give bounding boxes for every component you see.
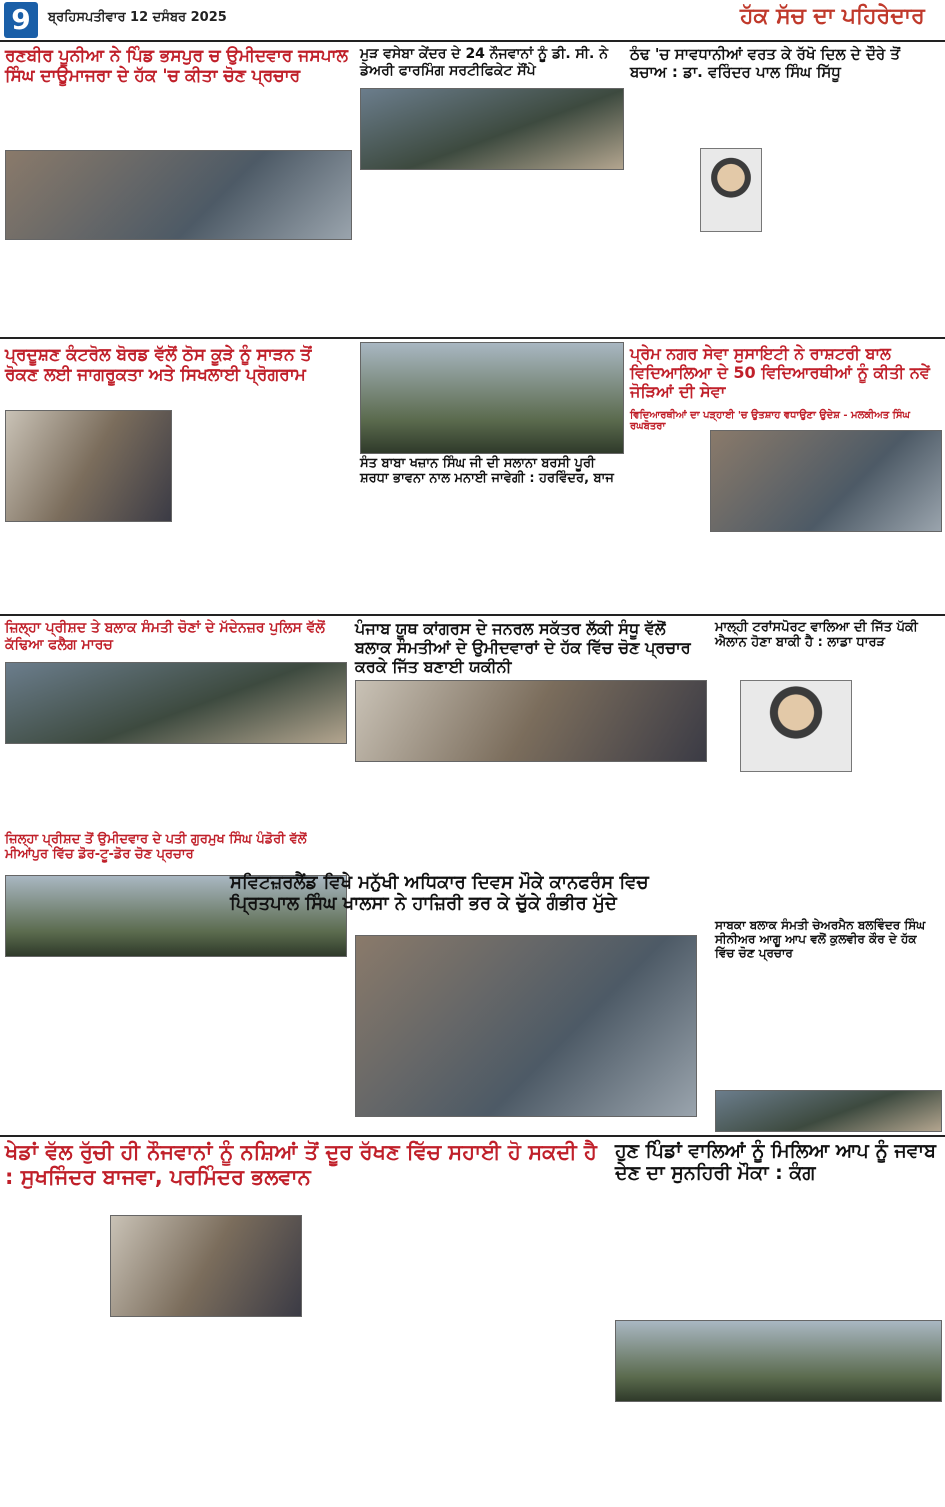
divider: [0, 337, 945, 339]
story-5-headline: ਸੰਤ ਬਾਬਾ ਖਜ਼ਾਨ ਸਿੰਘ ਜੀ ਦੀ ਸਲਾਨਾ ਬਰਸੀ ਪੂਰੀ ਸ਼ਰਧਾ ਭਾਵਨਾ ਨਾਲ ਮਨਾਈ ਜਾਵੇਗੀ : ਹਰਵਿੰਦਰ, ਬਾਜ: [360, 456, 614, 487]
story-6-headline: ਪ੍ਰੇਮ ਨਗਰ ਸੇਵਾ ਸੁਸਾਇਟੀ ਨੇ ਰਾਸ਼ਟਰੀ ਬਾਲ ਵਿਦਿਆਲਿਆ ਦੇ 50 ਵਿਦਿਆਰਥੀਆਂ ਨੂੰ ਕੀਤੀ ਨਵੇਂ ਜੋੜਿਆਂ ਦੀ ਸੇਵਾ: [630, 344, 930, 401]
story-2-photo: [360, 88, 624, 170]
story-6-photo: [710, 430, 942, 532]
story-5-body: [360, 495, 622, 610]
issue-date: ਬ੍ਰਹਿਸਪਤੀਵਾਰ 12 ਦਸੰਬਰ 2025: [48, 10, 227, 25]
story-11-headline: ਸਵਿਟਜ਼ਰਲੈਂਡ ਵਿਖੇ ਮਨੁੱਖੀ ਅਧਿਕਾਰ ਦਿਵਸ ਮੌਕੇ ਕਾਨਫਰੰਸ ਵਿਚ ਪ੍ਰਿਤਪਾਲ ਸਿੰਘ ਖਾਲਸਾ ਨੇ ਹਾਜ਼ਿਰੀ ਭਰ ਕੇ ਚੁੱਕੇ ਗੰਭੀਰ ਮੁੱਦੇ: [230, 872, 649, 915]
divider: [0, 614, 945, 616]
story-9-body: [715, 775, 940, 825]
story-13-body: [5, 1215, 105, 1500]
story-8-headline: ਪੰਜਾਬ ਯੂਥ ਕਾਂਗਰਸ ਦੇ ਜਨਰਲ ਸਕੱਤਰ ਲੱਕੀ ਸੰਧੂ ਵੱਲੋਂ ਬਲਾਕ ਸੰਮਤੀਆਂ ਦੇ ਉਮੀਦਵਾਰਾਂ ਦੇ ਹੱਕ ਵਿੱਚ ਚੋਣ ਪ੍ਰਚਾਰ ਕਰਕੇ ਜਿੱਤ ਬਣਾਈ ਯਕੀਨੀ: [355, 619, 691, 676]
story-7-headline: ਜ਼ਿਲ੍ਹਾ ਪ੍ਰੀਸ਼ਦ ਤੇ ਬਲਾਕ ਸੰਮਤੀ ਚੋਣਾਂ ਦੇ ਮੱਦੇਨਜ਼ਰ ਪੁਲਿਸ ਵੱਲੋਂ ਕੱਢਿਆ ਫਲੈਗ ਮਾਰਚ: [5, 620, 325, 653]
story-14-body-2: [615, 1405, 940, 1500]
divider: [0, 1135, 945, 1137]
story-6-body: [630, 430, 705, 610]
story-11-photo: [355, 935, 697, 1117]
story-12-photo: [715, 1090, 942, 1132]
story-1-headline: ਰਣਬੀਰ ਪੂਨੀਆ ਨੇ ਪਿੰਡ ਭਸਪੁਰ ਚ ਉਮੀਦਵਾਰ ਜਸਪਾਲ ਸਿੰਘ ਦਾਊਮਾਜਰਾ ਦੇ ਹੱਕ 'ਚ ਕੀਤਾ ਚੋਣ ਪ੍ਰਚਾਰ: [5, 46, 348, 87]
story-2-headline: ਮੁੜ ਵਸੇਬਾ ਕੇਂਦਰ ਦੇ 24 ਨੌਜਵਾਨਾਂ ਨੂੰ ਡੀ. ਸੀ. ਨੇ ਡੇਅਰੀ ਫਾਰਮਿੰਗ ਸਰਟੀਫਿਕੇਟ ਸੌਂਪੇ: [360, 46, 609, 79]
story-13-body-2: [305, 1215, 605, 1500]
story-1-body: [5, 120, 350, 148]
story-7-photo: [5, 662, 347, 744]
story-5-photo: [360, 342, 624, 454]
story-13-photo: [110, 1215, 302, 1317]
story-1-body-2: [5, 242, 350, 317]
story-12-headline: ਸਾਬਕਾ ਬਲਾਕ ਸੰਮਤੀ ਚੇਅਰਮੈਨ ਬਲਵਿੰਦਰ ਸਿੰਘ ਸੀਨੀਅਰ ਆਗੂ ਆਪ ਵਲੋਂ ਕੁਲਵੀਰ ਕੌਰ ਦੇ ਹੱਕ ਵਿੱਚ ਚੋਣ ਪ੍ਰਚਾਰ: [715, 918, 926, 961]
story-8-body: [355, 764, 705, 826]
masthead: [0, 0, 945, 42]
story-7-body: [5, 746, 345, 826]
story-2-body: [360, 172, 622, 332]
candidate-portrait: [740, 680, 852, 772]
brand-logo: ਹੱਕ ਸੱਚ ਦਾ ਪਹਿਰੇਦਾਰ: [740, 4, 925, 29]
story-8-photo: [355, 680, 707, 762]
page-number: 9: [4, 2, 38, 38]
story-1-photo: [5, 150, 352, 240]
story-10-headline: ਜ਼ਿਲ੍ਹਾ ਪ੍ਰੀਸ਼ਦ ਤੋਂ ਉਮੀਦਵਾਰ ਦੇ ਪਤੀ ਗੁਰਮੁਖ ਸਿੰਘ ਪੰਡੋਰੀ ਵੱਲੋਂ ਮੀਆਂਪੁਰ ਵਿੱਚ ਡੋਰ-ਟੂ-ਡੋਰ ਚੋਣ ਪ੍ਰਚਾਰ: [5, 832, 307, 863]
story-4-body: [175, 410, 350, 610]
story-9-headline: ਮਾਲ੍ਹੀ ਟਰਾਂਸਪੋਰਟ ਵਾਲਿਆ ਦੀ ਜਿੱਤ ਪੱਕੀ ਐਲਾਨ ਹੋਣਾ ਬਾਕੀ ਹੈ : ਲਾਡਾ ਧਾਰੜ: [715, 620, 918, 651]
story-13-headline: ਖੇਡਾਂ ਵੱਲ ਰੁੱਚੀ ਹੀ ਨੌਜਵਾਨਾਂ ਨੂੰ ਨਸ਼ਿਆਂ ਤੋਂ ਦੂਰ ਰੱਖਣ ਵਿੱਚ ਸਹਾਈ ਹੋ ਸਕਦੀ ਹੈ : ਸੁਖਜਿੰਦਰ ਬਾਜਵਾ, ਪਰਮਿੰਦਰ ਭਲਵਾਨ: [5, 1140, 597, 1189]
story-14-body: [615, 1215, 940, 1315]
story-6-subhead: ਵਿਦਿਆਰਥੀਆਂ ਦਾ ਪੜ੍ਹਾਈ 'ਚ ਉਤਸ਼ਾਹ ਵਧਾਉਣਾ ਉਦੇਸ਼ - ਮਲਕੀਅਤ ਸਿੰਘ ਰਘਬੋਤਰਾ: [630, 410, 910, 432]
story-3-body: [630, 100, 940, 335]
story-3-headline: ਠੰਢ 'ਚ ਸਾਵਧਾਨੀਆਂ ਵਰਤ ਕੇ ਰੱਖੋ ਦਿਲ ਦੇ ਦੌਰੇ ਤੋਂ ਬਚਾਅ : ਡਾ. ਵਰਿੰਦਰ ਪਾਲ ਸਿੰਘ ਸਿੱਧੂ: [630, 45, 901, 81]
story-14-headline: ਹੁਣ ਪਿੰਡਾਂ ਵਾਲਿਆਂ ਨੂੰ ਮਿਲਿਆ ਆਪ ਨੂੰ ਜਵਾਬ ਦੇਣ ਦਾ ਸੁਨਹਿਰੀ ਮੌਕਾ : ਕੰਗ: [615, 1140, 936, 1185]
story-12-body: [715, 960, 940, 1085]
story-14-photo: [615, 1320, 942, 1402]
story-4-photo: [5, 410, 172, 522]
story-4-headline: ਪ੍ਰਦੂਸ਼ਣ ਕੰਟਰੋਲ ਬੋਰਡ ਵੱਲੋਂ ਠੋਸ ਕੂੜੇ ਨੂੰ ਸਾੜਨ ਤੋਂ ਰੋਕਣ ਲਈ ਜਾਗਰੂਕਤਾ ਅਤੇ ਸਿਖਲਾਈ ਪ੍ਰੋਗਰਾਮ: [5, 345, 312, 386]
story-10-body: [5, 960, 345, 1125]
